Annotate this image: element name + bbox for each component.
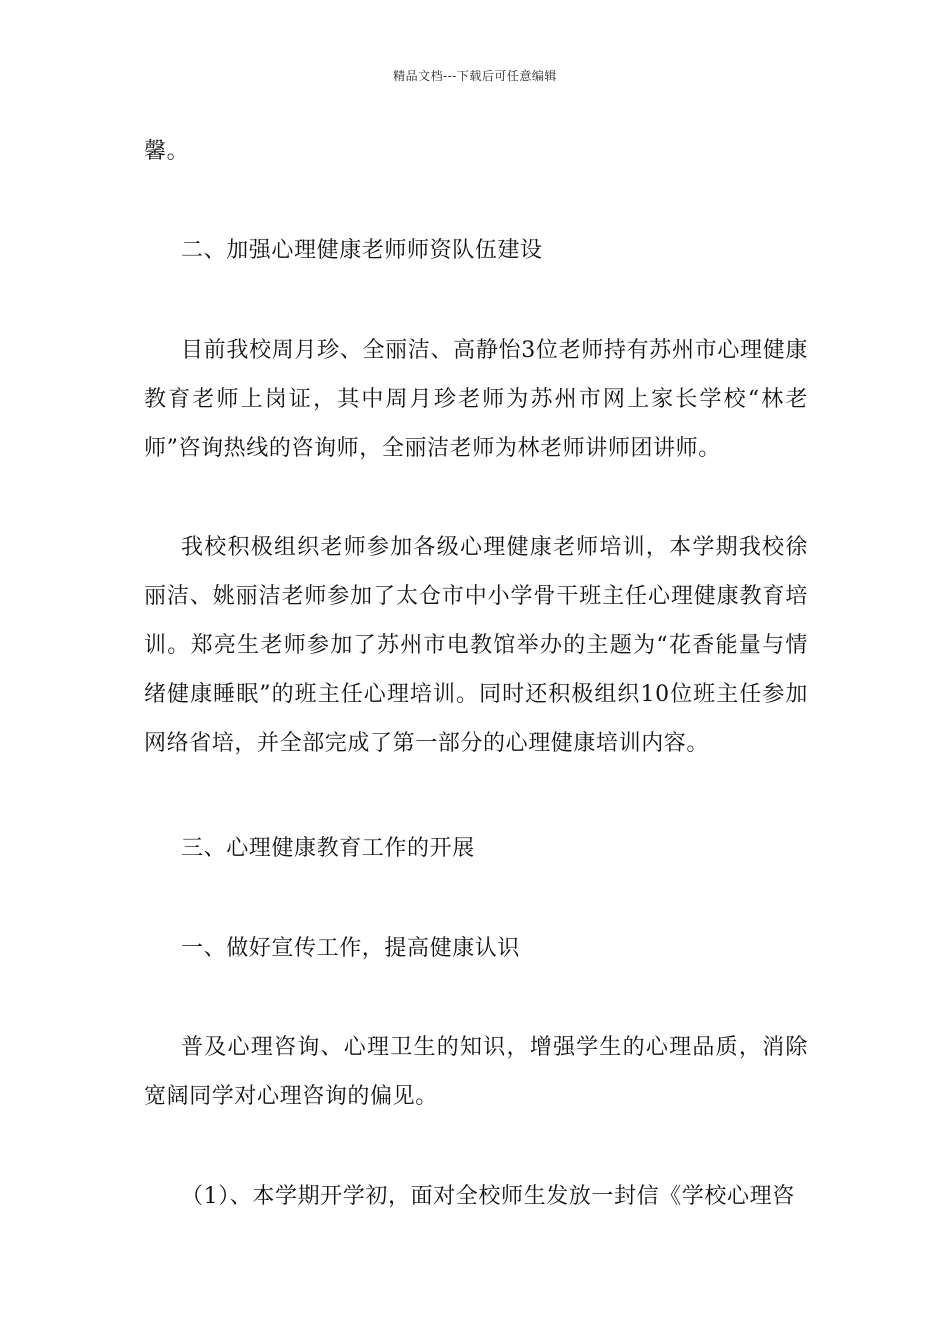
subsection-heading-publicity: 一、做好宣传工作，提高健康认识 [181, 936, 521, 961]
paragraph-item-one: （1）、本学期开学初，面对全校师生发放一封信《学校心理咨 [181, 1184, 795, 1209]
paragraph-continuation: 馨。 [144, 139, 190, 164]
paragraph-teachers-certification: 目前我校周月珍、全丽洁、高静怡3位老师持有苏州市心理健康教育老师上岗证，其中周月珍老师为苏州市网上家长学校“林老师”咨询热线的咨询师，全丽洁老师为林老师讲师团讲师。 [144, 338, 808, 461]
page-header: 精品文档---下载后可任意编辑 [393, 69, 557, 83]
paragraph-teacher-training: 我校积极组织老师参加各级心理健康老师培训，本学期我校徐丽洁、姚丽洁老师参加了太仓市中小学骨干班主任心理健康教育培训。郑亮生老师参加了苏州市电教馆举办的主题为“花香能量与情绪健康睡眠”的班主任心理培训。同时还积极组织10位班主任参加网络省培，并全部完成了第一部分的心理健康培训内容。 [144, 535, 808, 756]
section-heading-two: 二、加强心理健康老师师资队伍建设 [181, 238, 543, 263]
paragraph-popularize-knowledge: 普及心理咨询、心理卫生的知识，增强学生的心理品质，消除宽阔同学对心理咨询的偏见。 [144, 1035, 808, 1109]
section-heading-three: 三、心理健康教育工作的开展 [181, 836, 475, 861]
